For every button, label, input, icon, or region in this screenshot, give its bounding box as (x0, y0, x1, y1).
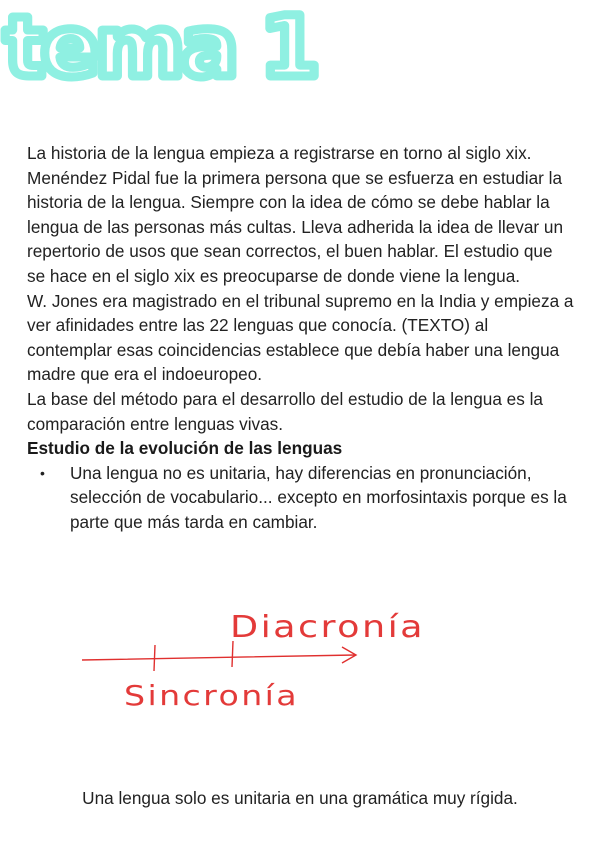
paragraph-jones: W. Jones era magistrado en el tribunal supremo en la India y empieza a ver afinidades entre las 22 lenguas que conocía. (TEXTO) al contemplar esas coincidencias establece que debía haber una lengua madre que era el indoeuropeo. (27, 290, 574, 385)
label-sincronia: Sincronía (124, 679, 299, 712)
tick-mark-sincronia (154, 645, 155, 671)
paragraph-history: La historia de la lengua empieza a registrarse en torno al siglo xix. Menéndez Pidal fue la primera persona que se esfuerza en estudiar la historia de la lengua. Siempre con la idea de cómo se debe hablar la lengua de las personas más cultas. Lleva adherida la idea de llevar un repertorio de usos que sean correctos, el buen hablar. El estudio que se hace en el siglo xix es preocuparse de donde viene la lengua. (27, 143, 564, 286)
bullet-text: Una lengua no es unitaria, hay diferencias en pronunciación, selección de vocabulario... excepto en morfosintaxis porque es la parte que más tarda en cambiar. (70, 462, 567, 532)
handwritten-title (0, 0, 330, 100)
bullet-list (27, 461, 575, 535)
closing-statement: Una lengua solo es unitaria en una gramática muy rígida. (82, 788, 518, 808)
list-item (27, 461, 575, 535)
timeline-arrow (82, 655, 355, 660)
diachrony-synchrony-diagram (70, 595, 440, 715)
bullet-dot-icon: • (40, 464, 45, 481)
label-diacronia: Diacronía (230, 610, 425, 645)
section-heading: Estudio de la evolución de las lenguas (27, 438, 343, 459)
title-text: tema 1 (4, 0, 316, 96)
paragraph-method: La base del método para el desarrollo del estudio de la lengua es la comparación entre lenguas vivas. (27, 388, 543, 434)
notes-body (27, 141, 575, 535)
